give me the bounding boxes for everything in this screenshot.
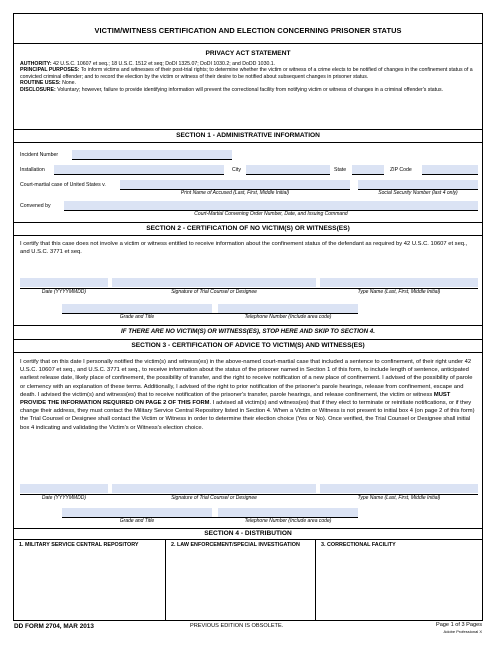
divider xyxy=(14,339,482,340)
section2-signature-caption: Signature of Trial Counsel or Designee xyxy=(171,289,257,295)
field-underline xyxy=(246,174,330,175)
divider xyxy=(14,528,482,529)
disclosure-text: Voluntary; however, failure to provide identifying information will prevent the correctional facility from notifying victim or witness of changes in a criminal offender's status. xyxy=(57,86,444,93)
incident-number-field[interactable] xyxy=(72,150,232,159)
section2-heading: SECTION 2 - CERTIFICATION OF NO VICTIM(S) OR WITNESS(ES) xyxy=(146,225,350,232)
section2-phone-field[interactable] xyxy=(218,304,358,313)
section2-signature-field[interactable] xyxy=(112,278,316,287)
form-title: VICTIM/WITNESS CERTIFICATION AND ELECTION CONCERNING PRISONER STATUS xyxy=(94,26,402,35)
form-page xyxy=(13,13,483,621)
zip-label: ZIP Code xyxy=(390,167,412,173)
authority-label: AUTHORITY: xyxy=(20,61,52,67)
accused-name-field[interactable] xyxy=(120,180,350,189)
section3-text-part1: I certify that on this date I personally notified the victim(s) and witness(es) in the above-named court-martial case that included a sentence to confinement, of their right under 42 U.S.C. 10607 et seq., and U.S.C. 3771 et seq., to receive information about the status of the prisoner named in Section 1 of this form, to include length of sentence, anticipated earliest release date, likely place of confinement, the possibility of transfer, and the right to receive notification of a new place of confinement. I advised of the possibility of parole or clemency with an explanation of these terms. Additionally, I advised of the right to prior notification of the prisoner's parole hearings, release from confinement, escape and death. I advised the victim(s) and witness(es) that to receive notification of the prisoner's transfer, parole hearings, and release confinement, the victim or witness xyxy=(20,359,473,398)
field-underline xyxy=(352,174,384,175)
section3-type-name-caption: Type Name (Last, First, Middle Initial) xyxy=(357,495,441,501)
section3-required-info-notice: MUST PROVIDE THE INFORMATION REQUIRED ON PAGE 2 OF THIS FORM xyxy=(20,391,451,407)
zip-field[interactable] xyxy=(422,165,478,174)
state-field[interactable] xyxy=(352,165,384,174)
section3-grade-caption: Grade and Title xyxy=(119,518,155,524)
privacy-heading: PRIVACY ACT STATEMENT xyxy=(205,50,291,57)
convened-by-label: Convened by xyxy=(20,203,51,209)
convened-by-field[interactable] xyxy=(64,201,478,210)
section3-phone-caption: Telephone Number (Include area code) xyxy=(244,518,332,524)
divider xyxy=(14,142,482,143)
purposes-label: PRINCIPAL PURPOSES: xyxy=(20,67,80,74)
section2-type-name-caption: Type Name (Last, First, Middle Initial) xyxy=(357,289,441,295)
section2-grade-field[interactable] xyxy=(62,304,212,313)
section2-certification-text: I certify that this case does not involve a victim or witness entitled to receive information about the confinement status of the defendant as required by 42 U.S.C. 10607 et seq., and U.S.C. 3771 et seq. xyxy=(20,241,468,256)
incident-number-label: Incident Number xyxy=(20,152,59,158)
section3-signature-caption: Signature of Trial Counsel or Designee xyxy=(171,495,257,501)
section3-grade-field[interactable] xyxy=(62,508,212,517)
law-enforcement-label: 2. LAW ENFORCEMENT/SPECIAL INVESTIGATION xyxy=(171,542,300,548)
divider xyxy=(14,235,482,236)
skip-notice: IF THERE ARE NO VICTIM(S) OR WITNESS(ES), STOP HERE AND SKIP TO SECTION 4. xyxy=(121,328,375,335)
city-label: City xyxy=(232,167,241,173)
routine-text: None. xyxy=(62,80,76,87)
section2-date-field[interactable] xyxy=(20,278,108,287)
distribution-col-repository[interactable] xyxy=(14,539,166,621)
ssn-caption: Social Security Number (last 4 only) xyxy=(378,190,458,196)
ssn-field[interactable] xyxy=(358,180,478,189)
section2-phone-caption: Telephone Number (Include area code) xyxy=(244,314,332,320)
section3-phone-field[interactable] xyxy=(218,508,358,517)
city-field[interactable] xyxy=(246,165,330,174)
distribution-col-law-enforcement[interactable] xyxy=(166,539,316,621)
field-underline xyxy=(72,159,232,160)
installation-label: Installation xyxy=(20,167,45,173)
section1-heading: SECTION 1 - ADMINISTRATIVE INFORMATION xyxy=(176,132,320,139)
state-label: State xyxy=(334,167,347,173)
purposes-text: To inform victims and witnesses of their post-trial rights; to determine whether the victim or witness of a crime elects to be notified of changes in the confinement status of a convicted criminal offender; and to record the election by the victim or witness of their desire to be notified about subsequent changes in prisoner status. xyxy=(20,67,473,80)
page-number: Page 1 of 3 Pages xyxy=(435,622,482,628)
correctional-facility-label: 3. CORRECTIONAL FACILITY xyxy=(321,542,396,548)
divider xyxy=(14,43,482,44)
obsolete-notice: PREVIOUS EDITION IS OBSOLETE. xyxy=(190,623,284,629)
privacy-statement xyxy=(20,61,476,93)
section3-date-field[interactable] xyxy=(20,484,108,493)
section3-date-caption: Date (YYYYMMDD) xyxy=(41,495,87,501)
repository-label: 1. MILITARY SERVICE CENTRAL REPOSITORY xyxy=(19,542,139,548)
routine-label: ROUTINE USES: xyxy=(20,80,61,87)
installation-field[interactable] xyxy=(54,165,224,174)
distribution-table xyxy=(14,539,482,621)
section2-type-name-field[interactable] xyxy=(320,278,478,287)
section4-heading: SECTION 4 - DISTRIBUTION xyxy=(204,530,292,537)
divider xyxy=(14,129,482,130)
authority-text: 42 U.S.C. 10607 et seq.; 18 U.S.C. 1512 et seq; DoDI 1325.07; DoDI 1030.2; and DoDD 1030.1. xyxy=(53,61,276,67)
section3-signature-field[interactable] xyxy=(112,484,316,493)
disclosure-label: DISCLOSURE: xyxy=(20,86,56,93)
section2-date-caption: Date (YYYYMMDD) xyxy=(41,289,87,295)
section3-type-name-field[interactable] xyxy=(320,484,478,493)
divider xyxy=(14,352,482,353)
section2-grade-caption: Grade and Title xyxy=(119,314,155,320)
section3-text-part2: . I advised all victim(s) and witness(es) that if they elect to terminate or reinitiate notifications, or if they change their address, they must contact the Military Service Central Repository listed in Section 4. When a Victim or Witness is not present to initial box 4 (on page 2 of this form) the Trial Counsel or Designee shall contact the Victim or Witness in order to determine their election choice (Yes or No). Once verified, the Trial Counsel or Designee shall initial box 4 indicating and validating the Victim's or Witness's election choice. xyxy=(20,400,475,431)
form-id: DD FORM 2704, MAR 2013 xyxy=(14,623,94,630)
software-note: Adobe Professional X xyxy=(443,629,482,634)
convening-order-caption: Court-Martial Convening Order Number, Date, and Issuing Command xyxy=(194,211,348,217)
divider xyxy=(14,222,482,223)
divider xyxy=(14,325,482,326)
field-underline xyxy=(422,174,478,175)
field-underline xyxy=(54,174,224,175)
accused-name-caption: Print Name of Accused (Last, First, Middle Initial) xyxy=(180,190,290,196)
section3-heading: SECTION 3 - CERTIFICATION OF ADVICE TO VICTIM(S) AND WITNESS(ES) xyxy=(131,342,365,349)
distribution-col-correctional[interactable] xyxy=(316,539,482,621)
court-martial-label: Court-martial case of United States v. xyxy=(20,182,106,188)
section3-certification-text xyxy=(20,358,476,432)
